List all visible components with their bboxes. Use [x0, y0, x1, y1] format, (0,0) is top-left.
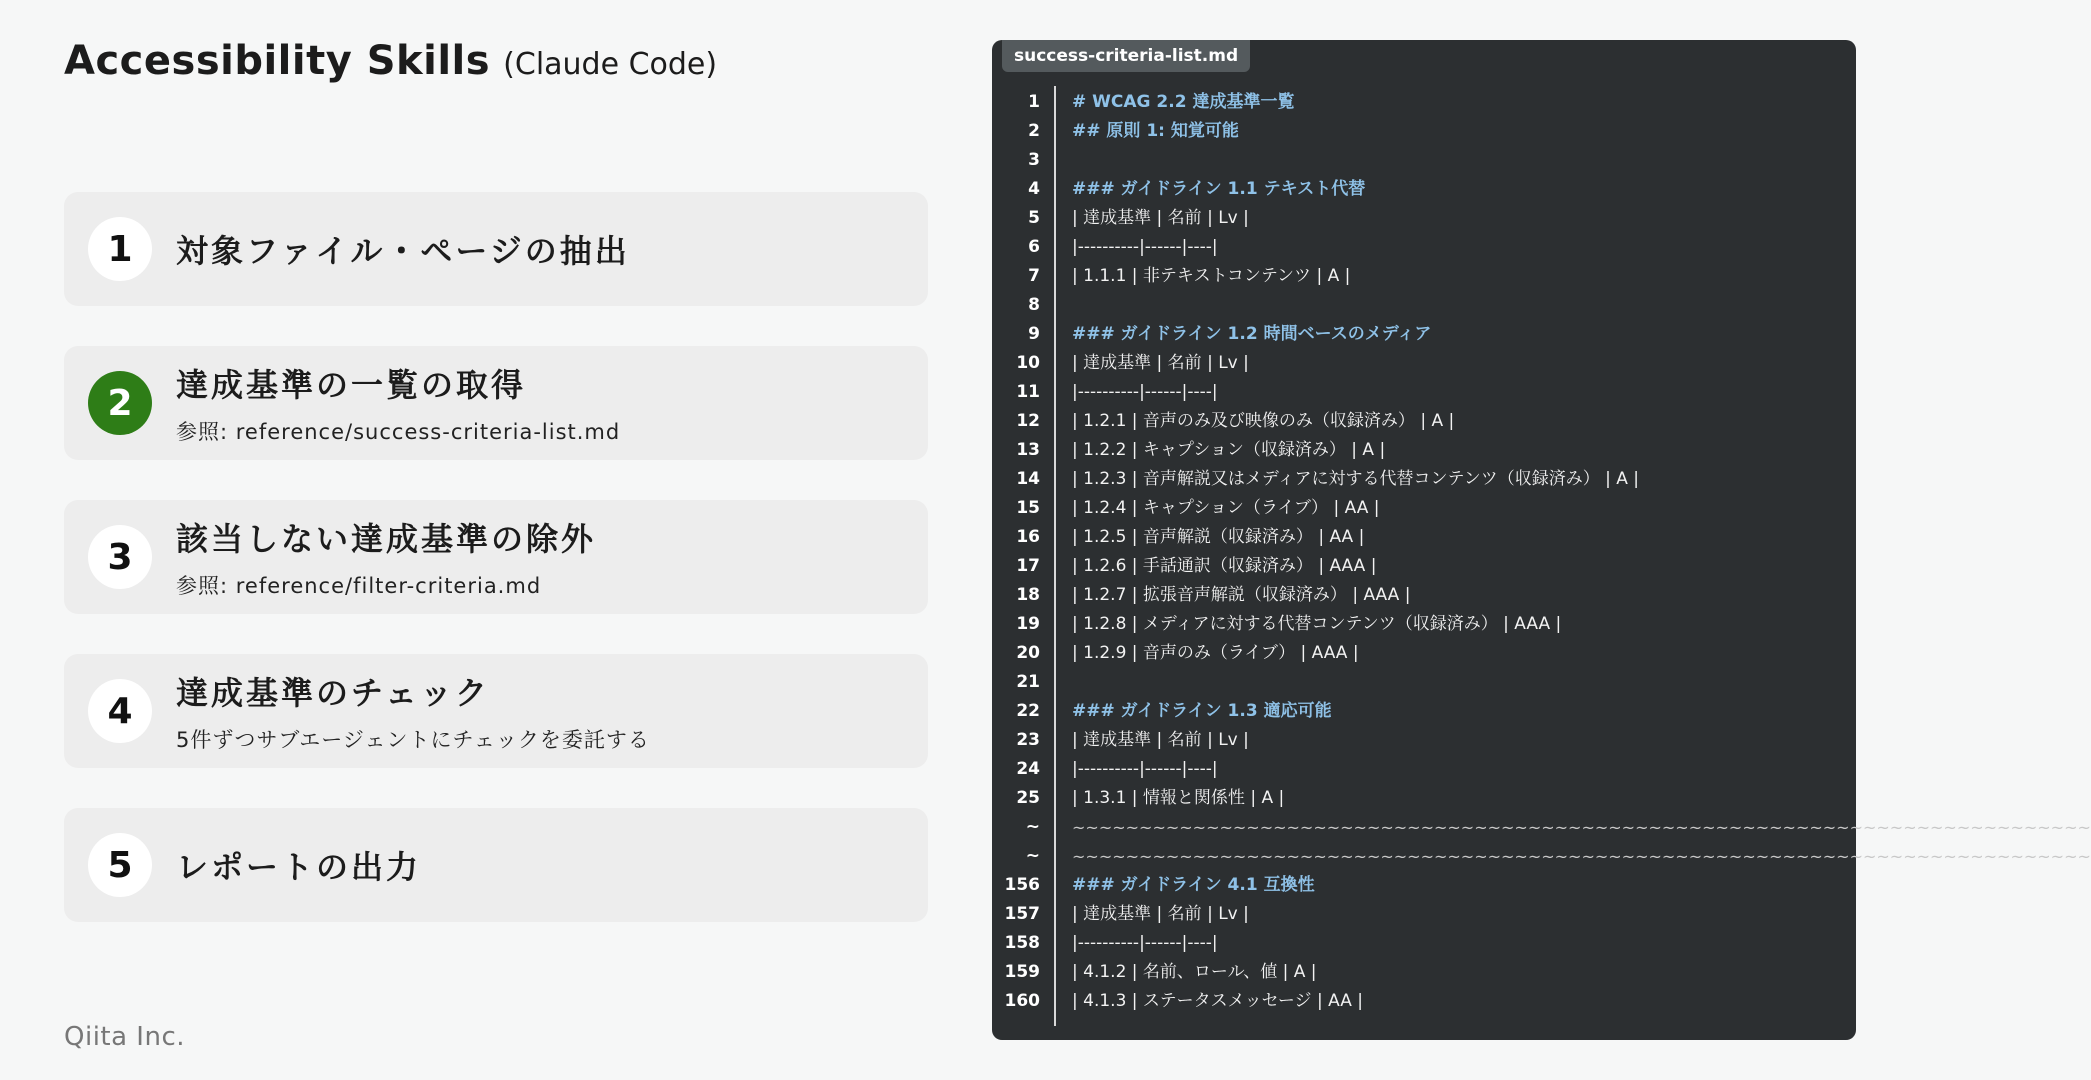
- line-number: 1: [1028, 92, 1040, 112]
- line-number: 5: [1028, 208, 1040, 228]
- code-line: [992, 958, 1856, 987]
- line-number: 11: [1016, 382, 1040, 402]
- line-number: 19: [1016, 614, 1040, 634]
- line-number: 6: [1028, 237, 1040, 257]
- line-content: # WCAG 2.2 達成基準一覧: [1072, 92, 1295, 112]
- code-line: [992, 117, 1856, 146]
- code-line: [992, 465, 1856, 494]
- step-card: [64, 192, 928, 306]
- step-label: レポートの出力: [176, 848, 422, 886]
- line-number: 16: [1016, 527, 1040, 547]
- code-line: [992, 755, 1856, 784]
- step-number-badge-active: 2: [88, 371, 152, 435]
- step-number-badge: 1: [88, 217, 152, 281]
- line-content: | 達成基準 | 名前 | Lv |: [1072, 904, 1249, 924]
- title-main: Accessibility Skills: [64, 38, 491, 84]
- code-line: [992, 929, 1856, 958]
- line-content: ## 原則 1: 知覚可能: [1072, 121, 1239, 141]
- title-subtitle: (Claude Code): [503, 47, 718, 82]
- line-content: ### ガイドライン 1.1 テキスト代替: [1072, 179, 1366, 199]
- step-text: [176, 654, 908, 768]
- code-line: [992, 349, 1856, 378]
- step-card: [64, 808, 928, 922]
- line-content: | 達成基準 | 名前 | Lv |: [1072, 208, 1249, 228]
- line-content: | 1.1.1 | 非テキストコンテンツ | A |: [1072, 266, 1351, 286]
- step-number-badge: 4: [88, 679, 152, 743]
- line-content: ~~~~~~~~~~~~~~~~~~~~~~~~~~~~~~~~~~~~~~~~~~~~~~~~~~~~~~~~~~~~~~~~~~~~~~~~~~~~: [1072, 847, 2091, 866]
- code-line: [992, 523, 1856, 552]
- step-number-badge: 5: [88, 833, 152, 897]
- line-content: |----------|------|----|: [1072, 933, 1218, 953]
- line-number: 22: [1016, 701, 1040, 721]
- code-line: [992, 987, 1856, 1016]
- line-content: | 1.2.6 | 手話通訳（収録済み） | AAA |: [1072, 556, 1377, 576]
- line-number: 157: [1004, 904, 1040, 924]
- code-line: [992, 320, 1856, 349]
- step-number-badge: 3: [88, 525, 152, 589]
- code-line: [992, 697, 1856, 726]
- code-line: [992, 668, 1856, 697]
- step-card: [64, 500, 928, 614]
- footer-company: Qiita Inc.: [64, 1022, 186, 1052]
- line-number: 7: [1028, 266, 1040, 286]
- step-reference: 参照: reference/filter-criteria.md: [176, 574, 542, 598]
- step-description: 5件ずつサブエージェントにチェックを委託する: [176, 728, 650, 752]
- code-line: [992, 871, 1856, 900]
- line-number: 18: [1016, 585, 1040, 605]
- code-line: [992, 88, 1856, 117]
- line-content: ~~~~~~~~~~~~~~~~~~~~~~~~~~~~~~~~~~~~~~~~~~~~~~~~~~~~~~~~~~~~~~~~~~~~~~~~~~~~: [1072, 818, 2091, 837]
- code-line: [992, 175, 1856, 204]
- line-number: 15: [1016, 498, 1040, 518]
- line-content: | 1.2.3 | 音声解説又はメディアに対する代替コンテンツ（収録済み） | A |: [1072, 469, 1640, 489]
- line-number: ~: [1025, 817, 1040, 837]
- line-content: | 1.2.7 | 拡張音声解説（収録済み） | AAA |: [1072, 585, 1411, 605]
- step-text: [176, 808, 908, 922]
- code-line: [992, 436, 1856, 465]
- step-text: [176, 500, 908, 614]
- line-number: 21: [1016, 672, 1040, 692]
- line-content: ### ガイドライン 1.2 時間ベースのメディア: [1072, 324, 1432, 344]
- step-label: 該当しない達成基準の除外: [176, 520, 597, 558]
- code-line: [992, 233, 1856, 262]
- code-line: [992, 900, 1856, 929]
- line-number: 3: [1028, 150, 1040, 170]
- step-card: [64, 346, 928, 460]
- step-card: [64, 654, 928, 768]
- step-reference: 参照: reference/success-criteria-list.md: [176, 420, 621, 444]
- line-number: 8: [1028, 295, 1040, 315]
- code-lines: [992, 88, 2091, 1016]
- code-line: [992, 291, 1856, 320]
- code-line: [992, 146, 1856, 175]
- line-content: | 1.2.4 | キャプション（ライブ） | AA |: [1072, 498, 1380, 518]
- code-line: [992, 407, 1856, 436]
- step-text: [176, 192, 908, 306]
- line-number: 4: [1028, 179, 1040, 199]
- line-number: 12: [1016, 411, 1040, 431]
- step-label: 達成基準の一覧の取得: [176, 366, 527, 404]
- line-number: 9: [1028, 324, 1040, 344]
- code-line: [992, 204, 1856, 233]
- code-line: [992, 610, 1856, 639]
- code-line: [992, 552, 1856, 581]
- line-number: 25: [1016, 788, 1040, 808]
- line-content: | 1.2.1 | 音声のみ及び映像のみ（収録済み） | A |: [1072, 411, 1455, 431]
- line-content: | 4.1.2 | 名前、ロール、値 | A |: [1072, 962, 1317, 982]
- line-number: ~: [1025, 846, 1040, 866]
- line-content: ### ガイドライン 4.1 互換性: [1072, 875, 1315, 895]
- line-number: 20: [1016, 643, 1040, 663]
- step-text: [176, 346, 908, 460]
- step-label: 達成基準のチェック: [176, 674, 491, 712]
- code-line: [992, 378, 1856, 407]
- line-content: |----------|------|----|: [1072, 759, 1218, 779]
- line-content: | 1.2.9 | 音声のみ（ライブ） | AAA |: [1072, 643, 1359, 663]
- line-number: 159: [1004, 962, 1040, 982]
- line-number: 14: [1016, 469, 1040, 489]
- line-number: 24: [1016, 759, 1040, 779]
- line-content: |----------|------|----|: [1072, 382, 1218, 402]
- code-line: [992, 842, 2091, 871]
- step-label: 対象ファイル・ページの抽出: [176, 232, 630, 270]
- code-line: [992, 813, 2091, 842]
- code-line: [992, 262, 1856, 291]
- line-number: 158: [1004, 933, 1040, 953]
- code-line: [992, 581, 1856, 610]
- line-content: |----------|------|----|: [1072, 237, 1218, 257]
- line-content: | 4.1.3 | ステータスメッセージ | AA |: [1072, 991, 1363, 1011]
- line-content: | 1.2.8 | メディアに対する代替コンテンツ（収録済み） | AAA |: [1072, 614, 1562, 634]
- code-line: [992, 784, 1856, 813]
- line-number: 17: [1016, 556, 1040, 576]
- page-title: [64, 38, 717, 84]
- line-content: | 1.2.2 | キャプション（収録済み） | A |: [1072, 440, 1386, 460]
- file-tab[interactable]: success-criteria-list.md: [1002, 40, 1250, 72]
- code-editor: [992, 40, 2091, 1040]
- line-number: 160: [1004, 991, 1040, 1011]
- code-line: [992, 494, 1856, 523]
- line-number: 2: [1028, 121, 1040, 141]
- line-number: 13: [1016, 440, 1040, 460]
- line-number: 156: [1004, 875, 1040, 895]
- line-content: | 達成基準 | 名前 | Lv |: [1072, 730, 1249, 750]
- line-content: ### ガイドライン 1.3 適応可能: [1072, 701, 1332, 721]
- line-content: | 達成基準 | 名前 | Lv |: [1072, 353, 1249, 373]
- code-line: [992, 639, 1856, 668]
- step-list: [64, 192, 928, 962]
- line-content: | 1.3.1 | 情報と関係性 | A |: [1072, 788, 1285, 808]
- line-number: 10: [1016, 353, 1040, 373]
- line-content: | 1.2.5 | 音声解説（収録済み） | AA |: [1072, 527, 1365, 547]
- line-number: 23: [1016, 730, 1040, 750]
- code-line: [992, 726, 1856, 755]
